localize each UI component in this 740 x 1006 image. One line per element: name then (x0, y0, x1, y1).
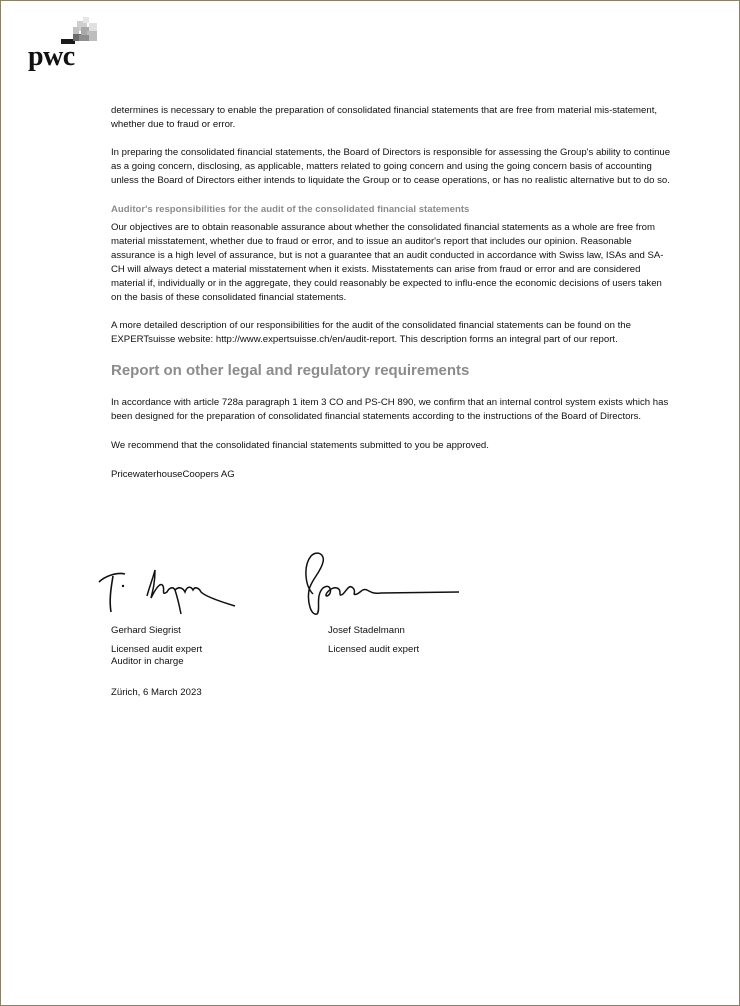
signer-siegrist (111, 625, 311, 668)
pwc-logo (27, 17, 107, 73)
signer-title: Licensed audit expert (328, 644, 420, 655)
signer-stadelmann (328, 625, 528, 656)
logo-wordmark: pwc (28, 41, 75, 72)
signer-name: Gerhard Siegrist (111, 625, 181, 636)
paragraph-recommendation: We recommend that the consolidated financial statements submitted to you be approved. (111, 439, 489, 451)
report-body (111, 104, 671, 482)
section-heading-legal-requirements: Report on other legal and regulatory requirements (111, 362, 470, 380)
paragraph-preparation: determines is necessary to enable the preparation of consolidated financial statements that are free from material mis-statement, whether due to fraud or error. (111, 105, 658, 131)
signer-role: Auditor in charge (111, 656, 184, 667)
firm-name: PricewaterhouseCoopers AG (111, 468, 235, 480)
section-heading-auditor-responsibilities: Auditor's responsibilities for the audit of the consolidated financial statements (111, 204, 470, 216)
paragraph-detailed-description: A more detailed description of our responsibilities for the audit of the consolidated financial statements can be found on the EXPERTsuisse website: http://www.expertsuisse.ch/en/audit-report. This description forms an integral part of our report. (111, 320, 631, 346)
signature-stadelmann-icon (301, 546, 471, 618)
paragraph-going-concern: In preparing the consolidated financial statements, the Board of Directors is responsible for assessing the Group's ability to continue as a going concern, disclosing, as applicable, matters related to going concern and using the going concern basis of accounting unless the Board of Directors either intends to liquidate the Group or to cease operations, or has no realistic alternative but to do so. (111, 147, 671, 187)
paragraph-objectives: Our objectives are to obtain reasonable assurance about whether the consolidated financial statements as a whole are free from material misstatement, whether due to fraud or error, and to issue an auditor's report that includes our opinion. Reasonable assurance is a high level of assurance, but is not a guarantee that an audit conducted in accordance with Swiss law, ISAs and SA-CH will always detect a material misstatement when it exists. Misstatements can arise from fraud or error and are considered material if, individually or in the aggregate, they could reasonably be expected to influ-ence the economic decisions of users taken on the basis of these consolidated financial statements. (111, 221, 664, 304)
paragraph-internal-control: In accordance with article 728a paragraph 1 item 3 CO and PS-CH 890, we confirm that an internal control system exists which has been designed for the preparation of consolidated financial statements according to the instructions of the Board of Directors. (111, 397, 669, 423)
signer-title: Licensed audit expert (111, 644, 203, 655)
report-date: Zürich, 6 March 2023 (111, 687, 202, 698)
signer-name: Josef Stadelmann (328, 625, 405, 636)
signatures (95, 546, 495, 626)
signature-siegrist-icon (95, 556, 245, 616)
